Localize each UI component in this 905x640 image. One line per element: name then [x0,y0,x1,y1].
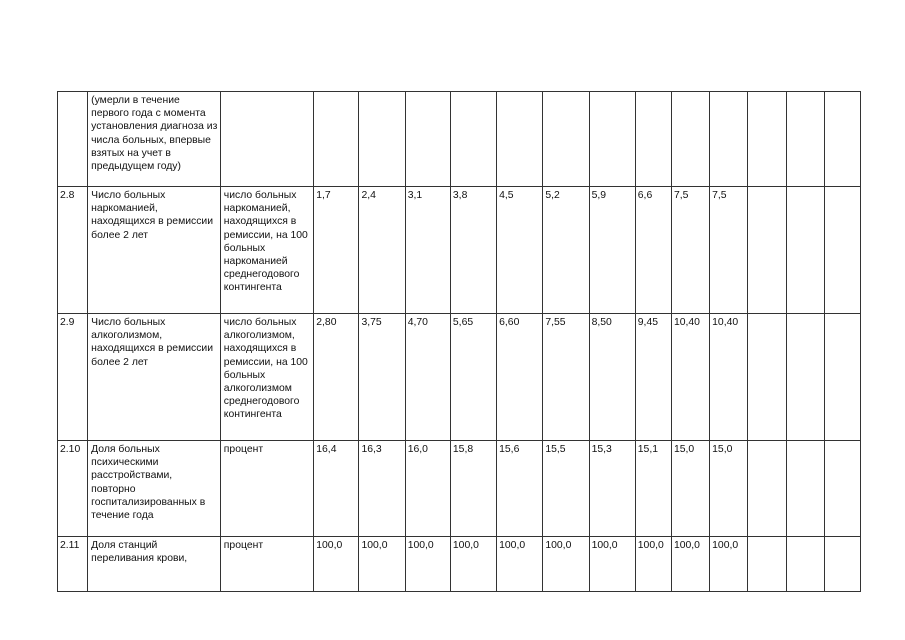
value-cell: 100,0 [359,537,405,592]
indicator-name-cell: (умерли в течение первого года с момента установления диагноза из числа больных, впервые взятых на учет в предыдущем году) [88,92,221,187]
value-cell: 4,70 [405,314,450,441]
value-cell [786,92,824,187]
value-cell: 15,6 [497,441,543,537]
table-row [58,187,861,314]
value-cell [543,92,589,187]
value-cell: 4,5 [497,187,543,314]
row-number-cell: 2.10 [58,441,88,537]
value-cell: 7,5 [671,187,709,314]
value-cell: 16,3 [359,441,405,537]
value-cell: 10,40 [671,314,709,441]
value-cell: 3,8 [450,187,496,314]
value-cell: 100,0 [314,537,359,592]
value-cell: 6,60 [497,314,543,441]
value-cell [786,441,824,537]
value-cell [589,92,635,187]
value-cell [748,537,786,592]
value-cell [824,92,860,187]
value-cell [748,314,786,441]
value-cell: 16,0 [405,441,450,537]
value-cell: 16,4 [314,441,359,537]
value-cell: 7,55 [543,314,589,441]
value-cell [748,92,786,187]
indicator-name-cell: Число больных наркоманией, находящихся в ремиссии более 2 лет [88,187,221,314]
value-cell: 15,1 [635,441,671,537]
value-cell: 9,45 [635,314,671,441]
value-cell: 6,6 [635,187,671,314]
value-cell [748,441,786,537]
table-row [58,441,861,537]
value-cell [824,537,860,592]
value-cell [786,314,824,441]
indicators-table [57,91,861,592]
value-cell [314,92,359,187]
value-cell: 100,0 [497,537,543,592]
value-cell: 15,8 [450,441,496,537]
value-cell: 3,1 [405,187,450,314]
value-cell: 8,50 [589,314,635,441]
value-cell: 5,2 [543,187,589,314]
value-cell [450,92,496,187]
unit-cell: число больных алкоголизмом, находящихся в ремиссии, на 100 больных алкоголизмом среднегодового контингента [220,314,313,441]
unit-cell [220,92,313,187]
value-cell: 2,80 [314,314,359,441]
unit-cell: процент [220,441,313,537]
table-row [58,537,861,592]
value-cell [786,187,824,314]
indicator-name-cell: Доля станций переливания крови, [88,537,221,592]
value-cell: 100,0 [710,537,748,592]
value-cell: 100,0 [450,537,496,592]
value-cell: 100,0 [543,537,589,592]
value-cell [497,92,543,187]
value-cell: 100,0 [405,537,450,592]
table-row [58,92,861,187]
value-cell [671,92,709,187]
value-cell: 1,7 [314,187,359,314]
value-cell: 15,5 [543,441,589,537]
value-cell: 100,0 [589,537,635,592]
value-cell: 100,0 [671,537,709,592]
value-cell: 15,0 [671,441,709,537]
value-cell: 7,5 [710,187,748,314]
value-cell: 3,75 [359,314,405,441]
value-cell: 5,65 [450,314,496,441]
value-cell [748,187,786,314]
value-cell [359,92,405,187]
row-number-cell [58,92,88,187]
value-cell: 100,0 [635,537,671,592]
value-cell [786,537,824,592]
value-cell [824,441,860,537]
row-number-cell: 2.8 [58,187,88,314]
indicator-name-cell: Число больных алкоголизмом, находящихся в ремиссии более 2 лет [88,314,221,441]
value-cell [710,92,748,187]
value-cell: 5,9 [589,187,635,314]
value-cell: 15,0 [710,441,748,537]
unit-cell: процент [220,537,313,592]
table-row [58,314,861,441]
value-cell: 15,3 [589,441,635,537]
value-cell: 10,40 [710,314,748,441]
value-cell [824,314,860,441]
row-number-cell: 2.11 [58,537,88,592]
value-cell [635,92,671,187]
table-body [58,92,861,592]
value-cell [824,187,860,314]
row-number-cell: 2.9 [58,314,88,441]
value-cell: 2,4 [359,187,405,314]
value-cell [405,92,450,187]
indicator-name-cell: Доля больных психическими расстройствами, повторно госпитализированных в течение года [88,441,221,537]
unit-cell: число больных наркоманией, находящихся в ремиссии, на 100 больных наркоманией среднегодового контингента [220,187,313,314]
